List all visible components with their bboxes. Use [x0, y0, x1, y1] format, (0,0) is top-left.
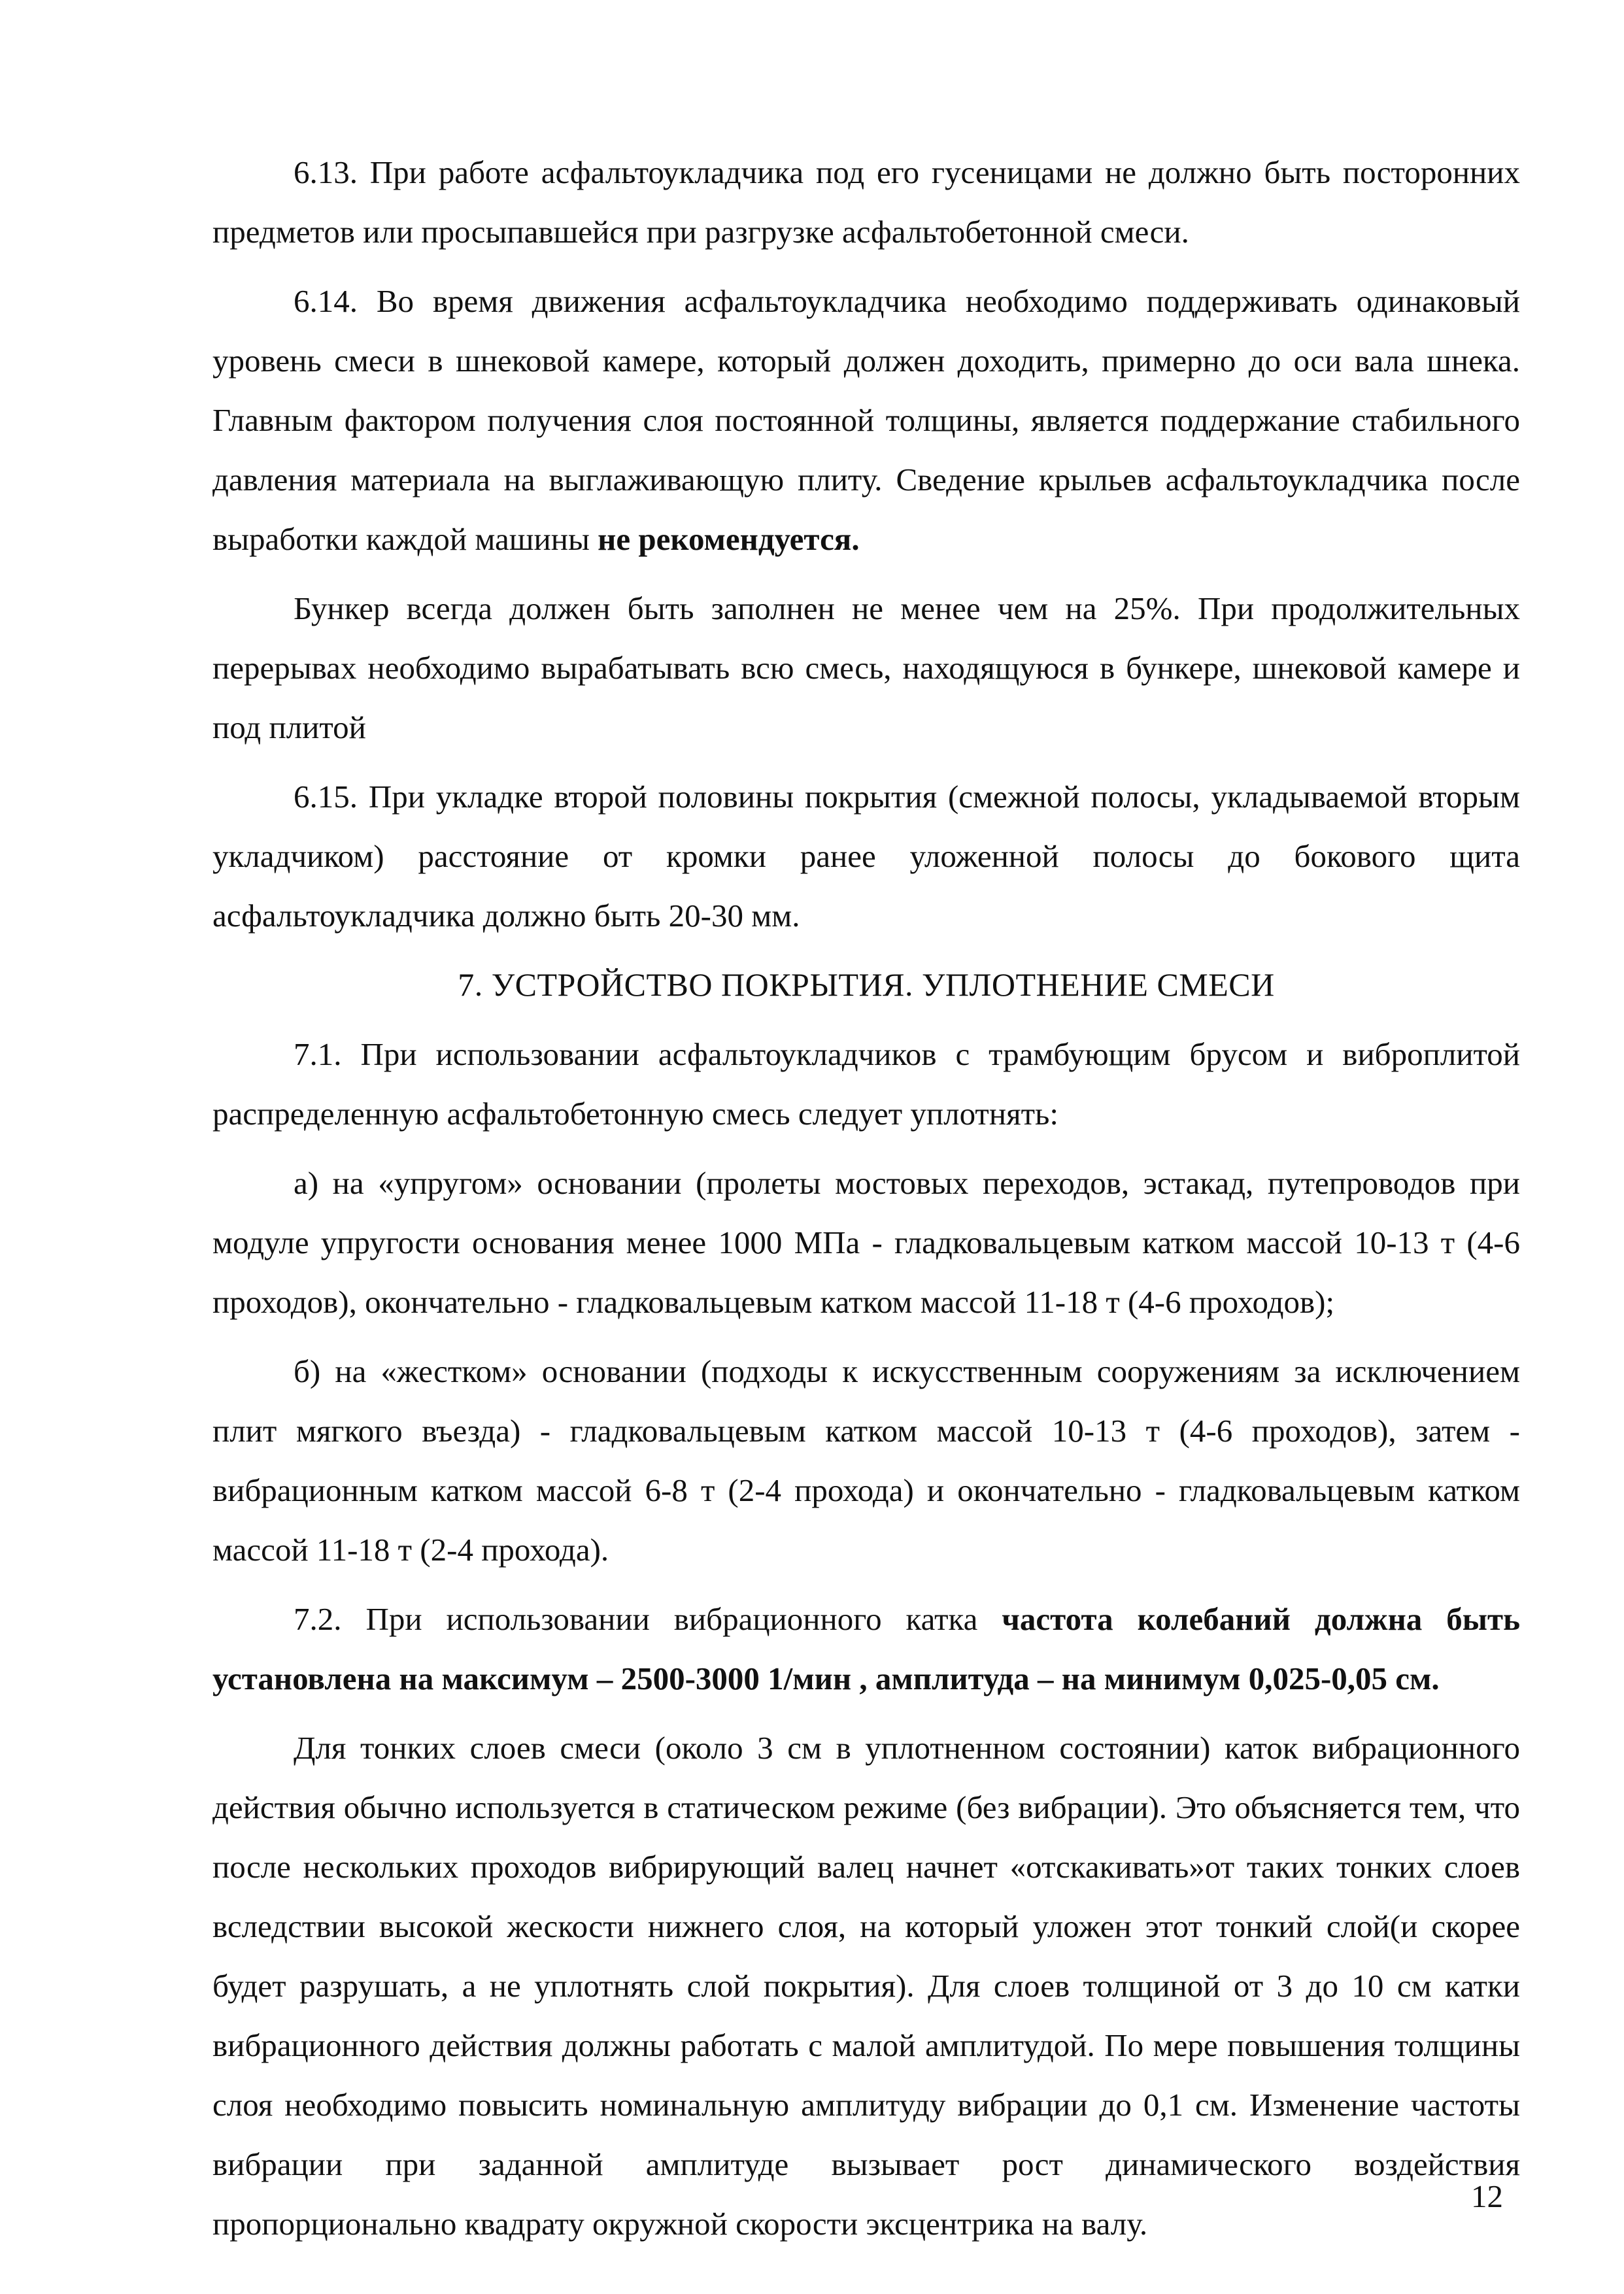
page-body	[212, 143, 1520, 2263]
paragraph-6-15: 6.15. При укладке второй половины покрытия (смежной полосы, укладываемой вторым укладчиком) расстояние от кромки ранее уложенной полосы до бокового щита асфальтоукладчика должно быть 20-30 мм.	[212, 779, 1520, 934]
paragraph-7-2-emphasis: частота колебаний должна быть установлена на максимум – 2500-3000 1/мин , амплитуда – на минимум 0,025-0,05 см.	[212, 1601, 1520, 1696]
paragraph-6-14	[212, 271, 1520, 569]
paragraph-7-1: 7.1. При использовании асфальтоукладчиков с трамбующим брусом и виброплитой распределенную асфальтобетонную смесь следует уплотнять:	[212, 1036, 1520, 1132]
paragraph-7-1-b: б) на «жестком» основании (подходы к искусственным сооружениям за исключением плит мягкого въезда) - гладковальцевым катком массой 10-13 т (4-6 проходов), затем - вибрационным катком массой 6-8 т (2-4 прохода) и окончательно - гладковальцевым катком массой 11-18 т (2-4 прохода).	[212, 1353, 1520, 1568]
paragraph-7-2-text: 7.2. При использовании вибрационного катка	[294, 1601, 1002, 1637]
paragraph-6-13: 6.13. При работе асфальтоукладчика под его гусеницами не должно быть посторонних предметов или просыпавшейся при разгрузке асфальтобетонной смеси.	[212, 154, 1520, 250]
paragraph-7-2	[212, 1589, 1520, 1708]
paragraph-thin-layers: Для тонких слоев смеси (около 3 см в уплотненном состоянии) каток вибрационного действия обычно используется в статическом режиме (без вибрации). Это объясняется тем, что после нескольких проходов вибрирующий валец начнет «отскакивать»от таких тонких слоев вследствии высокой жескости нижнего слоя, на который уложен этот тонкий слой(и скорее будет разрушать, а не уплотнять слой покрытия). Для слоев толщиной от 3 до 10 см катки вибрационного действия должны работать с малой амплитудой. По мере повышения толщины слоя необходимо повысить номинальную амплитуду вибрации до 0,1 см. Изменение частоты вибрации при заданной амплитуде вызывает рост динамического воздействия пропорционально квадрату окружной скорости эксцентрика на валу.	[212, 1730, 1520, 2242]
paragraph-7-1-a: а) на «упругом» основании (пролеты мостовых переходов, эстакад, путепроводов при модуле упругости основания менее 1000 МПа - гладковальцевым катком массой 10-13 т (4-6 проходов), окончательно - гладковальцевым катком массой 11-18 т (4-6 проходов);	[212, 1165, 1520, 1320]
paragraph-6-14-text: 6.14. Во время движения асфальтоукладчика необходимо поддерживать одинаковый уровень смеси в шнековой камере, который должен доходить, примерно до оси вала шнека. Главным фактором получения слоя постоянной толщины, является поддержание стабильного давления материала на выглаживающую плиту. Сведение крыльев асфальтоукладчика после выработки каждой машины	[212, 283, 1520, 557]
paragraph-6-14-emphasis: не рекомендуется.	[598, 521, 860, 557]
page-number: 12	[1471, 2178, 1503, 2214]
paragraph-bunker: Бункер всегда должен быть заполнен не менее чем на 25%. При продолжительных перерывах необходимо вырабатывать всю смесь, находящуюся в бункере, шнековой камере и под плитой	[212, 590, 1520, 745]
section-heading-7: 7. УСТРОЙСТВО ПОКРЫТИЯ. УПЛОТНЕНИЕ СМЕСИ	[458, 966, 1275, 1003]
